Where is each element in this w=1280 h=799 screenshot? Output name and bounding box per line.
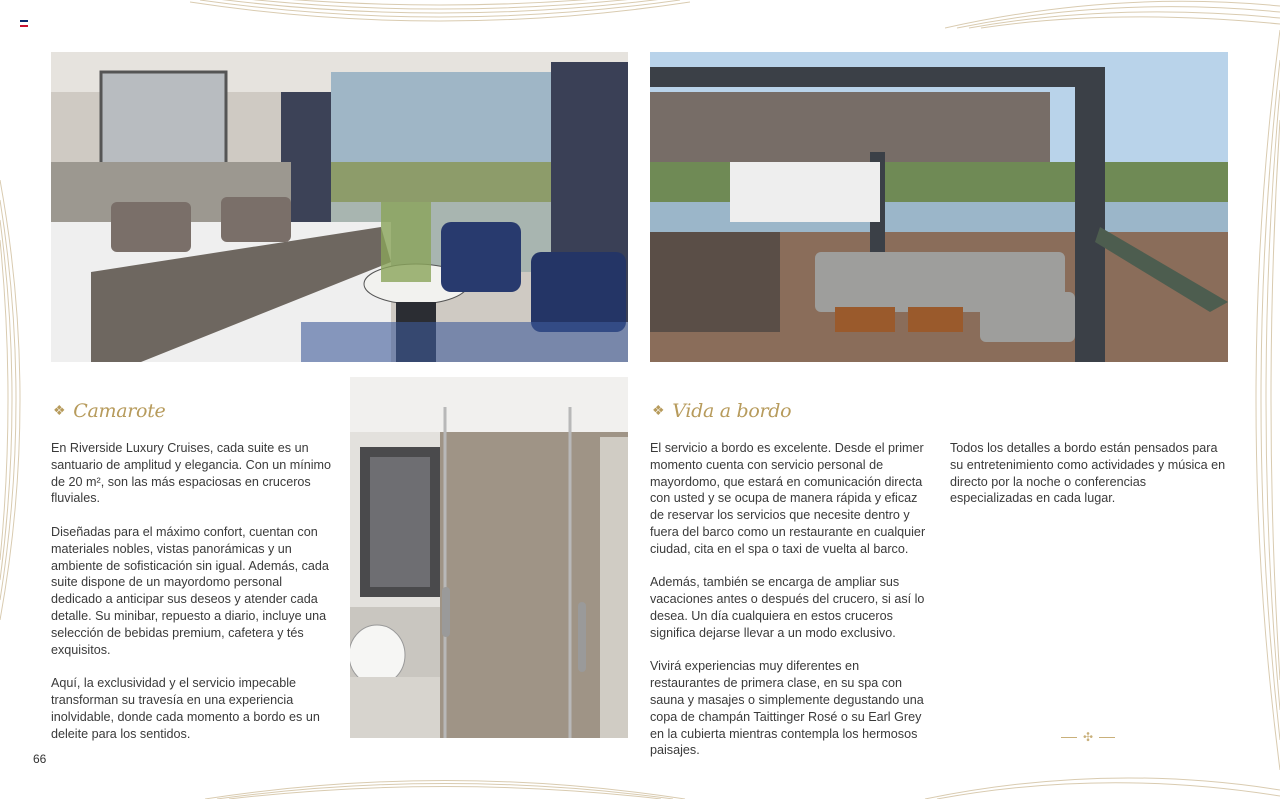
decorative-line-pattern-right (1252, 30, 1280, 770)
decorative-line-pattern-left (0, 180, 28, 620)
divider-line (1061, 737, 1077, 738)
paragraph: Además, también se encarga de ampliar sus vacaciones antes o después del crucero, si así lo desea. Un día cualquiera en estos cruceros significa dejarse llevar a un modo exclusivo. (650, 575, 925, 640)
vida-a-bordo-text-right (950, 440, 1232, 524)
paragraph: Diseñadas para el máximo confort, cuentan con materiales nobles, vistas panorámicas y un ambiente de sofisticación sin igual. Además, cada suite dispone de un mayordomo personal dedicado a anticipar sus deseos y atender cada detalle. Su minibar, repuesto a diario, incluye una selección de bebidas premium, cafetera y tés exquisitos. (51, 524, 329, 657)
cabin-bedroom-photo (51, 52, 628, 362)
paragraph: En Riverside Luxury Cruises, cada suite es un santuario de amplitud y elegancia. Con un mínimo de 20 m², son las más espaciosas en cruceros fluviales. (51, 441, 332, 506)
paragraph: Vivirá experiencias muy diferentes en restaurantes de primera clase, en su spa con sauna y masajes o simplemente degustando una copa de champán Taittinger Rosé o su Earl Grey en la cubierta mientras contempla los hermosos paisajes. (650, 659, 924, 758)
ornament-icon: ❖ (652, 403, 665, 419)
camarote-text (51, 440, 333, 759)
page-number: 66 (33, 752, 47, 766)
bathroom-shower-photo (350, 377, 628, 738)
camarote-title: Camarote (73, 400, 166, 422)
language-flag-icon[interactable] (20, 20, 28, 27)
vida-a-bordo-text-left (650, 440, 930, 776)
camarote-heading (53, 400, 165, 422)
sun-deck-lounge-photo (650, 52, 1228, 362)
fleuron-icon: ✣ (1082, 730, 1094, 744)
decorative-line-pattern-top (190, 0, 690, 30)
vida-a-bordo-title: Vida a bordo (672, 400, 792, 422)
vida-a-bordo-heading (652, 400, 791, 422)
ornament-icon: ❖ (53, 403, 66, 419)
decorative-line-pattern-top-right (945, 0, 1280, 30)
paragraph: El servicio a bordo es excelente. Desde el primer momento cuenta con servicio personal de mayordomo, que estará en comunicación directa con usted y se ocupa de manera rápida y eficaz de reservar los servicios que necesite dentro y fuera del barco como un restaurante en cualquier ciudad, cita en el spa o taxi de vuelta al barco. (650, 441, 926, 556)
divider-line (1099, 737, 1115, 738)
paragraph: Aquí, la exclusividad y el servicio impecable transforman su travesía en una experiencia inolvidable, donde cada momento a bordo es un deleite para los sentidos. (51, 676, 320, 741)
fleuron-divider (1058, 729, 1118, 745)
paragraph: Todos los detalles a bordo están pensados para su entretenimiento como actividades y música en directo por la noche o conferencias especializadas en cada lugar. (950, 441, 1226, 506)
